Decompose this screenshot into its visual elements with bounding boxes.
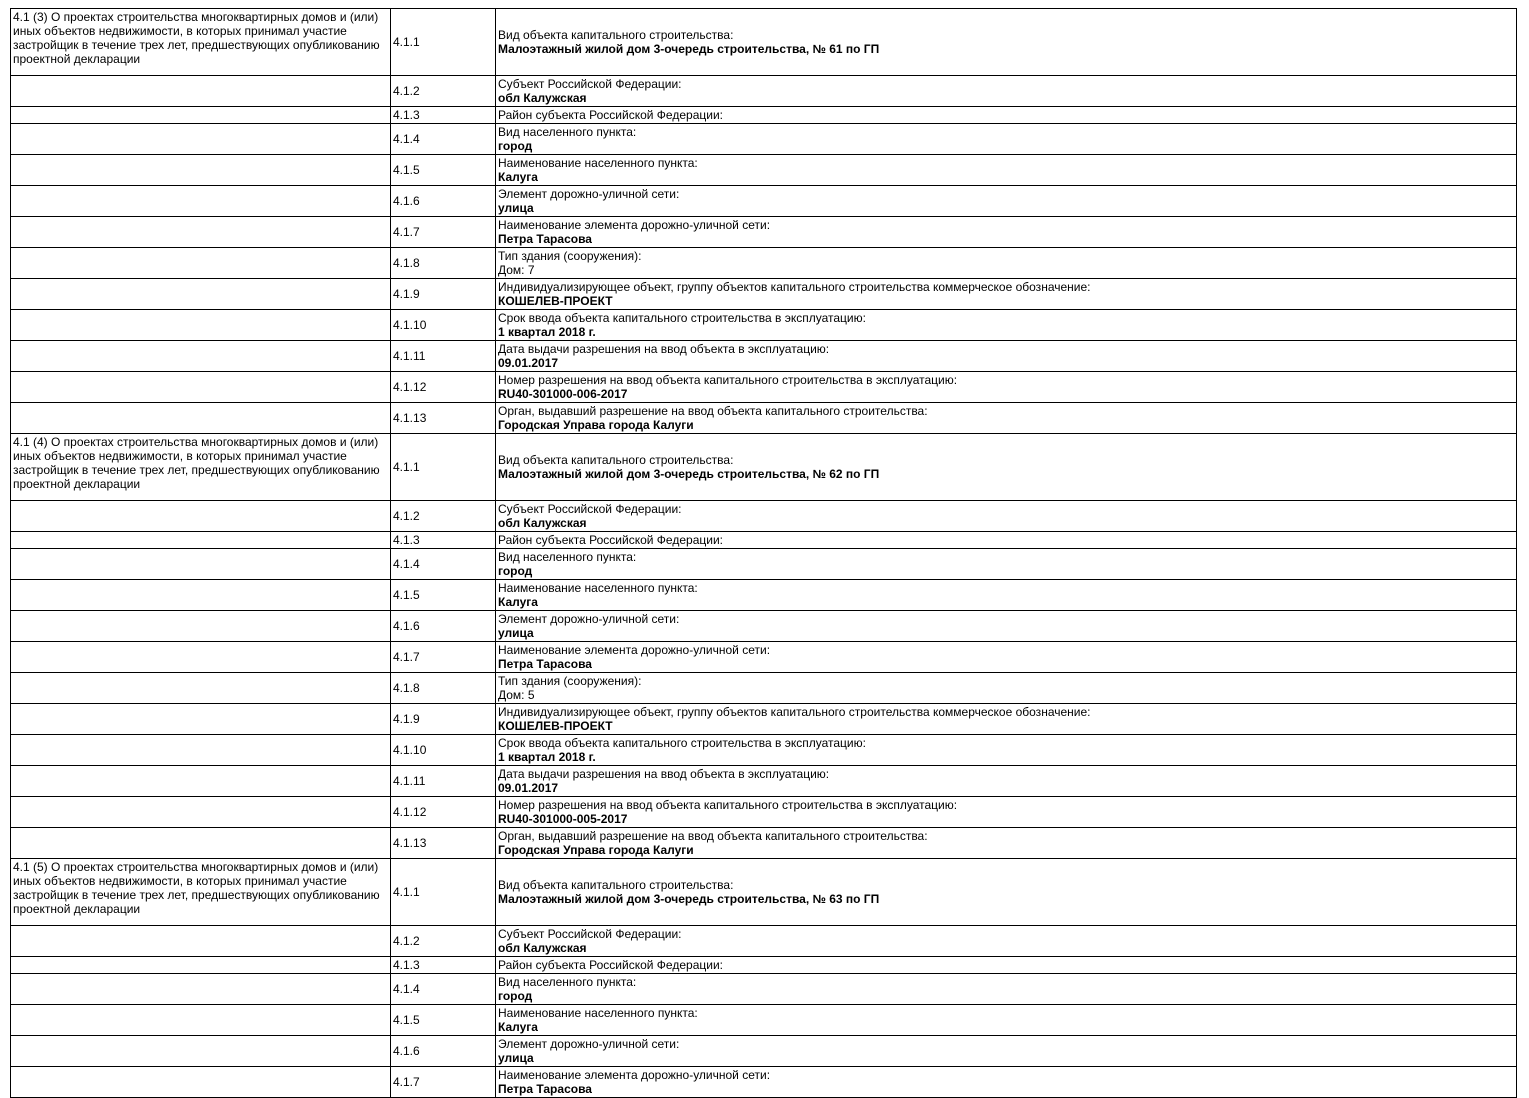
table-row <box>11 532 1517 549</box>
table-row <box>11 372 1517 403</box>
table-row <box>11 859 1517 926</box>
row-content-cell <box>496 957 1517 974</box>
row-content-cell <box>496 1036 1517 1067</box>
field-value: Петра Тарасова <box>498 1082 592 1096</box>
field-value: обл Калужская <box>498 516 587 530</box>
row-number-cell: 4.1.4 <box>391 974 496 1005</box>
field-label: Район субъекта Российской Федерации: <box>498 958 723 972</box>
row-content-cell <box>496 372 1517 403</box>
field-value: Городская Управа города Калуги <box>498 843 694 857</box>
row-number-cell: 4.1.13 <box>391 403 496 434</box>
row-content-cell <box>496 403 1517 434</box>
row-number-cell: 4.1.12 <box>391 372 496 403</box>
section-header-cell <box>11 124 391 155</box>
table-row <box>11 766 1517 797</box>
table-row <box>11 310 1517 341</box>
row-number-cell: 4.1.9 <box>391 279 496 310</box>
row-number-cell: 4.1.9 <box>391 704 496 735</box>
section-header-cell <box>11 1067 391 1098</box>
field-label: Номер разрешения на ввод объекта капитального строительства в эксплуатацию: <box>498 798 958 812</box>
field-label: Вид объекта капитального строительства: <box>498 28 734 42</box>
field-value: RU40-301000-006-2017 <box>498 387 628 401</box>
row-content-cell <box>496 828 1517 859</box>
field-value: обл Калужская <box>498 941 587 955</box>
field-label: Дата выдачи разрешения на ввод объекта в эксплуатацию: <box>498 767 830 781</box>
field-label: Наименование элемента дорожно-уличной сети: <box>498 1068 771 1082</box>
section-header-cell <box>11 926 391 957</box>
section-header-cell <box>11 828 391 859</box>
row-content-cell <box>496 107 1517 124</box>
row-number-cell: 4.1.3 <box>391 532 496 549</box>
table-row <box>11 76 1517 107</box>
row-number-cell: 4.1.2 <box>391 501 496 532</box>
row-content-cell <box>496 310 1517 341</box>
section-header-cell <box>11 957 391 974</box>
row-content-cell <box>496 673 1517 704</box>
field-value: Калуга <box>498 1020 538 1034</box>
row-content-cell <box>496 797 1517 828</box>
field-label: Срок ввода объекта капитального строительства в эксплуатацию: <box>498 736 866 750</box>
row-number-cell: 4.1.5 <box>391 580 496 611</box>
table-row <box>11 797 1517 828</box>
field-value: 1 квартал 2018 г. <box>498 325 596 339</box>
field-value: Городская Управа города Калуги <box>498 418 694 432</box>
row-number-cell: 4.1.1 <box>391 9 496 76</box>
row-content-cell <box>496 186 1517 217</box>
section-header-cell <box>11 642 391 673</box>
declaration-table-body <box>11 9 1517 1098</box>
row-number-cell: 4.1.11 <box>391 341 496 372</box>
declaration-table <box>10 8 1517 1098</box>
field-value: Калуга <box>498 170 538 184</box>
table-row <box>11 155 1517 186</box>
field-label: Субъект Российской Федерации: <box>498 77 682 91</box>
field-value: Малоэтажный жилой дом 3-очередь строительства, № 61 по ГП <box>498 42 880 56</box>
row-number-cell: 4.1.1 <box>391 859 496 926</box>
row-number-cell: 4.1.1 <box>391 434 496 501</box>
row-number-cell: 4.1.5 <box>391 155 496 186</box>
row-number-cell: 4.1.5 <box>391 1005 496 1036</box>
table-row <box>11 974 1517 1005</box>
row-content-cell <box>496 1067 1517 1098</box>
row-number-cell: 4.1.7 <box>391 217 496 248</box>
table-row <box>11 642 1517 673</box>
section-header-cell <box>11 403 391 434</box>
table-row <box>11 501 1517 532</box>
field-value: улица <box>498 201 534 215</box>
table-row <box>11 107 1517 124</box>
field-label: Элемент дорожно-уличной сети: <box>498 1037 680 1051</box>
row-number-cell: 4.1.6 <box>391 611 496 642</box>
row-content-cell <box>496 549 1517 580</box>
row-number-cell: 4.1.7 <box>391 642 496 673</box>
field-value: Петра Тарасова <box>498 657 592 671</box>
row-number-cell: 4.1.3 <box>391 107 496 124</box>
field-value: 09.01.2017 <box>498 781 559 795</box>
row-content-cell <box>496 76 1517 107</box>
field-label: Наименование элемента дорожно-уличной сети: <box>498 218 771 232</box>
table-row <box>11 704 1517 735</box>
row-number-cell: 4.1.6 <box>391 186 496 217</box>
section-header-cell: 4.1 (4) О проектах строительства многоквартирных домов и (или) иных объектов недвижимости, в которых принимал участие застройщик в течение трех лет, предшествующих опубликованию проектной декларации <box>11 434 391 501</box>
section-header-cell <box>11 580 391 611</box>
field-label: Район субъекта Российской Федерации: <box>498 533 723 547</box>
section-header-cell <box>11 1036 391 1067</box>
row-number-cell: 4.1.8 <box>391 248 496 279</box>
section-header-cell <box>11 797 391 828</box>
field-label: Тип здания (сооружения): <box>498 249 642 263</box>
field-value: город <box>498 564 533 578</box>
field-label: Вид объекта капитального строительства: <box>498 453 734 467</box>
field-label: Элемент дорожно-уличной сети: <box>498 187 680 201</box>
row-content-cell <box>496 611 1517 642</box>
field-value: Дом: 5 <box>498 688 535 702</box>
table-row <box>11 341 1517 372</box>
section-header-cell <box>11 611 391 642</box>
field-value: Калуга <box>498 595 538 609</box>
table-row <box>11 9 1517 76</box>
section-header-cell <box>11 532 391 549</box>
field-value: Дом: 7 <box>498 263 535 277</box>
section-header-cell <box>11 1005 391 1036</box>
section-header-cell <box>11 766 391 797</box>
row-content-cell <box>496 766 1517 797</box>
row-content-cell <box>496 9 1517 76</box>
section-header-cell <box>11 186 391 217</box>
field-label: Наименование населенного пункта: <box>498 156 698 170</box>
field-label: Номер разрешения на ввод объекта капитального строительства в эксплуатацию: <box>498 373 958 387</box>
field-label: Элемент дорожно-уличной сети: <box>498 612 680 626</box>
table-row <box>11 279 1517 310</box>
section-header-cell: 4.1 (5) О проектах строительства многоквартирных домов и (или) иных объектов недвижимости, в которых принимал участие застройщик в течение трех лет, предшествующих опубликованию проектной декларации <box>11 859 391 926</box>
section-header-cell <box>11 549 391 580</box>
row-number-cell: 4.1.6 <box>391 1036 496 1067</box>
row-content-cell <box>496 974 1517 1005</box>
table-row <box>11 580 1517 611</box>
row-number-cell: 4.1.10 <box>391 735 496 766</box>
row-content-cell <box>496 155 1517 186</box>
row-content-cell <box>496 580 1517 611</box>
section-header-cell <box>11 107 391 124</box>
row-number-cell: 4.1.10 <box>391 310 496 341</box>
section-header-cell <box>11 673 391 704</box>
row-number-cell: 4.1.2 <box>391 76 496 107</box>
row-number-cell: 4.1.2 <box>391 926 496 957</box>
row-content-cell <box>496 248 1517 279</box>
table-row <box>11 1067 1517 1098</box>
section-header-cell <box>11 704 391 735</box>
row-content-cell <box>496 341 1517 372</box>
field-value: город <box>498 989 533 1003</box>
table-row <box>11 1005 1517 1036</box>
section-header-cell <box>11 735 391 766</box>
table-row <box>11 549 1517 580</box>
field-label: Субъект Российской Федерации: <box>498 927 682 941</box>
field-value: 09.01.2017 <box>498 356 559 370</box>
row-number-cell: 4.1.7 <box>391 1067 496 1098</box>
field-value: Малоэтажный жилой дом 3-очередь строительства, № 62 по ГП <box>498 467 880 481</box>
section-header-cell <box>11 217 391 248</box>
section-header-cell <box>11 248 391 279</box>
row-number-cell: 4.1.13 <box>391 828 496 859</box>
row-content-cell <box>496 217 1517 248</box>
table-row <box>11 957 1517 974</box>
row-content-cell <box>496 859 1517 926</box>
section-header-cell <box>11 76 391 107</box>
field-value: город <box>498 139 533 153</box>
field-label: Срок ввода объекта капитального строительства в эксплуатацию: <box>498 311 866 325</box>
field-label: Орган, выдавший разрешение на ввод объекта капитального строительства: <box>498 829 928 843</box>
section-header-cell <box>11 372 391 403</box>
row-content-cell <box>496 735 1517 766</box>
field-label: Орган, выдавший разрешение на ввод объекта капитального строительства: <box>498 404 928 418</box>
field-label: Вид объекта капитального строительства: <box>498 878 734 892</box>
section-header-cell <box>11 341 391 372</box>
table-row <box>11 217 1517 248</box>
field-label: Тип здания (сооружения): <box>498 674 642 688</box>
row-content-cell <box>496 434 1517 501</box>
section-header-cell <box>11 279 391 310</box>
table-row <box>11 403 1517 434</box>
field-label: Субъект Российской Федерации: <box>498 502 682 516</box>
table-row <box>11 926 1517 957</box>
field-value: 1 квартал 2018 г. <box>498 750 596 764</box>
field-value: улица <box>498 626 534 640</box>
table-row <box>11 124 1517 155</box>
field-label: Вид населенного пункта: <box>498 125 637 139</box>
table-row <box>11 828 1517 859</box>
row-content-cell <box>496 124 1517 155</box>
section-header-cell <box>11 974 391 1005</box>
field-label: Индивидуализирующее объект, группу объектов капитального строительства коммерческое обозначение: <box>498 280 1091 294</box>
field-label: Дата выдачи разрешения на ввод объекта в эксплуатацию: <box>498 342 830 356</box>
field-label: Наименование населенного пункта: <box>498 1006 698 1020</box>
field-label: Вид населенного пункта: <box>498 975 637 989</box>
row-content-cell <box>496 642 1517 673</box>
row-number-cell: 4.1.12 <box>391 797 496 828</box>
row-content-cell <box>496 704 1517 735</box>
table-row <box>11 248 1517 279</box>
table-row <box>11 1036 1517 1067</box>
row-content-cell <box>496 279 1517 310</box>
row-number-cell: 4.1.8 <box>391 673 496 704</box>
section-header-cell <box>11 310 391 341</box>
row-content-cell <box>496 532 1517 549</box>
field-label: Наименование элемента дорожно-уличной сети: <box>498 643 771 657</box>
row-content-cell <box>496 1005 1517 1036</box>
field-value: RU40-301000-005-2017 <box>498 812 628 826</box>
field-label: Вид населенного пункта: <box>498 550 637 564</box>
section-header-cell <box>11 501 391 532</box>
field-value: Петра Тарасова <box>498 232 592 246</box>
row-content-cell <box>496 926 1517 957</box>
field-label: Индивидуализирующее объект, группу объектов капитального строительства коммерческое обозначение: <box>498 705 1091 719</box>
table-row <box>11 434 1517 501</box>
row-number-cell: 4.1.4 <box>391 124 496 155</box>
table-row <box>11 611 1517 642</box>
field-value: улица <box>498 1051 534 1065</box>
row-number-cell: 4.1.4 <box>391 549 496 580</box>
row-number-cell: 4.1.3 <box>391 957 496 974</box>
table-row <box>11 673 1517 704</box>
field-value: КОШЕЛЕВ-ПРОЕКТ <box>498 294 613 308</box>
field-value: КОШЕЛЕВ-ПРОЕКТ <box>498 719 613 733</box>
row-number-cell: 4.1.11 <box>391 766 496 797</box>
field-label: Наименование населенного пункта: <box>498 581 698 595</box>
section-header-cell <box>11 155 391 186</box>
field-value: Малоэтажный жилой дом 3-очередь строительства, № 63 по ГП <box>498 892 880 906</box>
field-label: Район субъекта Российской Федерации: <box>498 108 723 122</box>
row-content-cell <box>496 501 1517 532</box>
field-value: обл Калужская <box>498 91 587 105</box>
table-row <box>11 735 1517 766</box>
section-header-cell: 4.1 (3) О проектах строительства многоквартирных домов и (или) иных объектов недвижимости, в которых принимал участие застройщик в течение трех лет, предшествующих опубликованию проектной декларации <box>11 9 391 76</box>
table-row <box>11 186 1517 217</box>
